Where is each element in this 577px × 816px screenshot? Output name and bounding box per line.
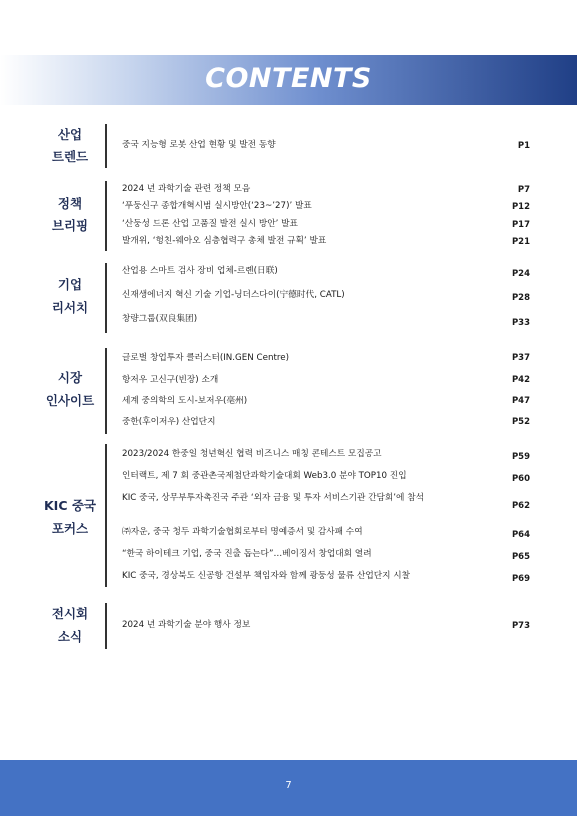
toc-entry-page[interactable]: P17 [511, 220, 530, 230]
toc-entry-page[interactable]: P60 [511, 474, 530, 484]
toc-entry-title[interactable]: 발개위, ‘헝친-웨아오 심층협력구 총체 발전 규획’ 발표 [122, 236, 327, 246]
toc-entry-page[interactable]: P33 [511, 318, 530, 328]
toc-entry-page[interactable]: P28 [511, 293, 530, 303]
toc-entry-title[interactable]: 인터랙트, 제 7 회 중관촌국제첨단과학기술대회 Web3.0 분야 TOP10 진입 [122, 471, 407, 481]
toc-entry-page[interactable]: P1 [517, 141, 530, 151]
toc-entry-title[interactable]: 창량그룹(双良集团) [122, 314, 198, 324]
section-divider [105, 263, 107, 333]
toc-entry-page[interactable]: P62 [511, 501, 530, 511]
section-label-line1: 기업 [57, 277, 83, 292]
toc-entry-title[interactable]: ‘푸둥신구 종합개혁시범 실시방안(‘23~’27)’ 발표 [122, 201, 312, 211]
toc-entry-title[interactable]: 산업용 스마트 검사 장비 업체-르롄(日联) [122, 266, 278, 276]
section-label-line2: 인사이트 [45, 393, 95, 408]
toc-entry-title[interactable]: 신재생에너지 혁신 기술 기업-닝더스다이(宁德时代, CATL) [122, 290, 345, 300]
section-label-line1: KIC 중국 [43, 498, 96, 513]
toc-entry-title[interactable]: ‘산둥성 드론 산업 고품질 발전 실시 방안’ 발표 [122, 219, 298, 229]
toc-entry-title[interactable]: ㈜자운, 중국 청두 과학기술협회로부터 명예증서 및 감사패 수여 [122, 527, 363, 537]
toc-entry-title[interactable]: 2024 년 과학기술 관련 정책 모음 [122, 184, 251, 194]
toc-entry-page[interactable]: P47 [511, 396, 530, 406]
toc-entry-page[interactable]: P24 [511, 269, 530, 279]
toc-entry-title[interactable]: 항저우 고신구(빈장) 소개 [122, 375, 219, 385]
toc-entry-title[interactable]: KIC 중국, 경상북도 신공항 건설부 책임자와 함께 광둥성 물류 산업단지 시찰 [122, 571, 411, 581]
section-label-line1: 시장 [57, 370, 83, 385]
toc-entry-title[interactable]: 글로벌 창업투자 클러스터(IN.GEN Centre) [122, 353, 289, 363]
toc-entry-page[interactable]: P21 [511, 237, 530, 247]
toc-entry-page[interactable]: P69 [511, 574, 530, 584]
toc-entry-page[interactable]: P73 [511, 621, 530, 631]
section-divider [105, 124, 107, 168]
section-label-line1: 전시회 [51, 606, 89, 621]
section-divider [105, 348, 107, 434]
contents-title: CONTENTS [205, 63, 372, 94]
toc-entry-page[interactable]: P12 [511, 202, 530, 212]
toc-entry-page[interactable]: P65 [511, 552, 530, 562]
section-divider [105, 603, 107, 649]
toc-entry-title[interactable]: 2024 년 과학기술 분야 행사 정보 [122, 620, 251, 630]
toc-entry-title[interactable]: 2023/2024 한중일 청년혁신 협력 비즈니스 매칭 콘테스트 모집공고 [122, 449, 382, 459]
toc-entry-title[interactable]: “한국 하이테크 기업, 중국 진출 돕는다”…베이징서 창업대회 열려 [122, 549, 372, 559]
toc-entry-title[interactable]: KIC 중국, 상무부투자촉진국 주관 ‘외자 금융 및 투자 서비스기관 간담회’에 참석 [122, 493, 424, 503]
toc-entry-title[interactable]: 세계 중의학의 도시-보저우(亳州) [122, 396, 248, 406]
section-label-line1: 산업 [57, 127, 83, 142]
section-label-line2: 트렌드 [51, 149, 89, 164]
toc-entry-page[interactable]: P7 [517, 185, 530, 195]
toc-entry-title[interactable]: 중한(후이저우) 산업단지 [122, 417, 216, 427]
toc-entry-page[interactable]: P42 [511, 375, 530, 385]
page-number: 7 [285, 780, 292, 791]
toc-entry-page[interactable]: P64 [511, 530, 530, 540]
toc-entry-page[interactable]: P37 [511, 353, 530, 363]
section-label-line2: 브리핑 [51, 218, 89, 233]
section-divider [105, 444, 107, 587]
toc-entry-title[interactable]: 중국 지능형 로봇 산업 현황 및 발전 동향 [122, 140, 276, 150]
toc-entry-page[interactable]: P59 [511, 452, 530, 462]
section-label-line1: 정책 [57, 196, 83, 211]
section-divider [105, 181, 107, 251]
section-label-line2: 포커스 [51, 521, 89, 536]
section-label-line2: 소식 [57, 629, 83, 644]
section-label-line2: 리서치 [51, 300, 89, 315]
toc-entry-page[interactable]: P52 [511, 417, 530, 427]
